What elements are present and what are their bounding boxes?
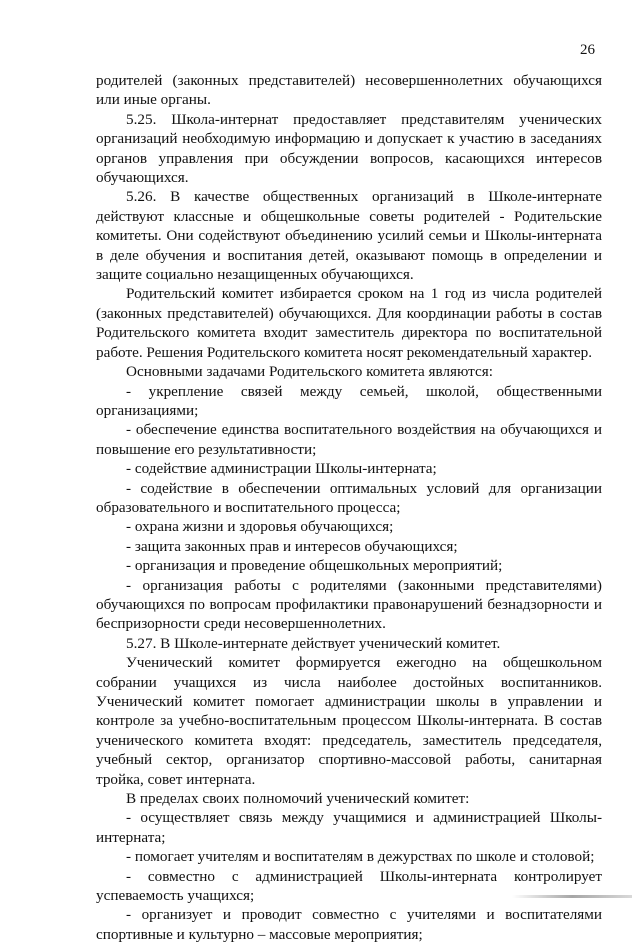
paragraph: - осуществляет связь между учащимися и администрацией Школы-интерната; xyxy=(96,809,602,846)
paragraph: В пределах своих полномочий ученический комитет: xyxy=(126,790,470,808)
paragraph: - организация и проведение общешкольных мероприятий; xyxy=(126,557,503,575)
paragraph: Основными задачами Родительского комитета являются: xyxy=(126,363,493,381)
paragraph: родителей (законных представителей) несовершеннолетних обучающихся или иные органы. xyxy=(96,72,602,109)
paragraph: 5.27. В Школе-интернате действует ученический комитет. xyxy=(126,634,501,652)
paragraph: - помогает учителям и воспитателям в дежурствах по школе и столовой; xyxy=(126,848,595,866)
paragraph: Ученический комитет формируется ежегодно на общешкольном собрании учащихся из числа наиболее достойных воспитанников. Ученический комитет помогает администрации школы в управлении и контроле за учебно-воспитательным процессом Школы-интерната. В состав ученического комитета входят: председатель, заместитель председателя, учебный сектор, организатор спортивно-массовой работы, санитарная тройка, совет интерната. xyxy=(96,654,602,788)
paragraph: - содействие администрации Школы-интерната; xyxy=(126,460,437,478)
paragraph: - организация работы с родителями (законными представителями) обучающихся по вопросам профилактики правонарушений безнадзорности и беспризорности среди несовершеннолетних. xyxy=(96,576,602,633)
paragraph: 5.26. В качестве общественных организаций в Школе-интернате действуют классные и общешкольные советы родителей - Родительские комитеты. Они содействуют объединению усилий семьи и Школы-интерната в деле обучения и воспитания детей, оказывают помощь в определении и защите социально незащищенных обучающихся. xyxy=(96,188,602,284)
paragraph: - организует и проводит совместно с учителями и воспитателями спортивные и культурно – массовые мероприятия; xyxy=(96,906,602,943)
paragraph: - укрепление связей между семьей, школой, общественными организациями; xyxy=(96,382,602,419)
paragraph: - защита законных прав и интересов обучающихся; xyxy=(126,537,458,555)
document-body xyxy=(96,71,602,944)
paragraph: - содействие в обеспечении оптимальных условий для организации образовательного и воспитательного процесса; xyxy=(96,479,602,516)
page-number: 26 xyxy=(580,42,595,58)
paragraph: - охрана жизни и здоровья обучающихся; xyxy=(126,518,394,536)
scan-artifact xyxy=(512,895,632,898)
paragraph: 5.25. Школа-интернат предоставляет представителям ученических организаций необходимую информацию и допускает к участию в заседаниях органов управления при обсуждении вопросов, касающихся интересов обучающихся. xyxy=(96,110,602,187)
paragraph: Родительский комитет избирается сроком на 1 год из числа родителей (законных представителей) обучающихся. Для координации работы в состав Родительского комитета входит заместитель директора по воспитательной работе. Решения Родительского комитета носят рекомендательный характер. xyxy=(96,285,602,361)
paragraph: - совместно с администрацией Школы-интерната контролирует успеваемость учащихся; xyxy=(96,867,602,905)
paragraph: - обеспечение единства воспитательного воздействия на обучающихся и повышение его результативности; xyxy=(96,421,602,458)
